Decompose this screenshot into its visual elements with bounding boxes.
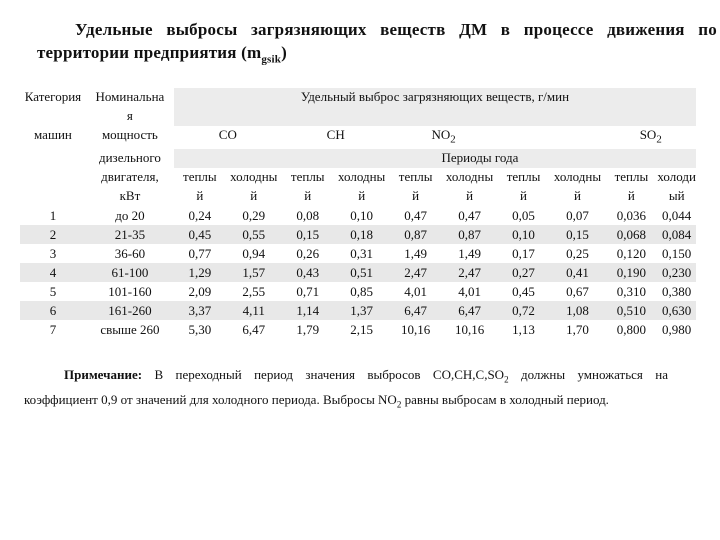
header-power-5: двигателя, [101,168,159,184]
row-power: 21-35 [86,225,174,244]
row-category: 3 [49,245,57,261]
row-value: 0,190 [605,263,657,282]
row-value: 0,120 [616,245,647,261]
row-value: 0,310 [616,283,647,299]
header-power-2: я [126,108,133,123]
row-value: 0,94 [242,245,266,261]
row-value: 5,30 [188,321,212,337]
header-row-2 [20,107,696,126]
row-value: 0,26 [296,245,320,261]
period-label: теплы [183,168,217,184]
row-value: 1,37 [334,301,390,320]
row-value: 0,15 [549,225,605,244]
footnote-text-2: коэффициент 0,9 от значений для холодного периода. Выбросы NO [24,391,397,407]
header-row-4 [20,149,696,168]
header-row-1 [20,88,696,107]
footnote [24,365,668,414]
row-value: 0,17 [512,245,535,261]
row-power: 36-60 [114,245,146,261]
row-category: 2 [20,225,86,244]
footnote-sub-2: 2 [396,399,402,410]
row-value: 0,67 [566,283,589,299]
period-label: теплы [290,168,325,184]
footnote-line-1 [24,365,668,390]
period-label-end: й [196,187,204,203]
pollutant-ch: CH [326,127,345,142]
table-row [20,206,696,225]
row-value: 0,630 [657,301,696,320]
row-power: 101-160 [108,283,152,299]
period-label-end: й [358,187,366,203]
row-category: 7 [49,321,57,337]
title-line-2 [37,41,717,71]
table-row [20,301,696,320]
row-category: 1 [49,207,57,223]
row-value: 1,49 [404,245,427,261]
document-title [37,18,717,71]
row-value: 0,43 [282,263,334,282]
row-value: 0,47 [404,207,427,223]
title-line-1: Удельные выбросы загрязняющих веществ ДМ в процессе движения по [75,20,717,39]
row-value: 2,15 [350,321,374,337]
period-label: теплы [398,168,433,184]
row-value: 1,29 [174,263,226,282]
pollutant-so2 [605,126,696,149]
row-value: 2,55 [242,283,266,299]
row-value: 1,08 [549,301,605,320]
period-label-end: й [573,187,581,203]
row-value: 1,79 [296,321,320,337]
row-value: 0,31 [350,245,374,261]
row-value: 2,09 [188,283,212,299]
row-value: 0,05 [512,207,535,223]
table-row [20,282,696,301]
header-power-4: дизельного [98,149,161,165]
row-value: 1,14 [282,301,334,320]
footnote-label: Примечание: [64,367,143,382]
period-label: теплы [506,168,541,184]
row-value: 0,41 [549,263,605,282]
row-value: 0,85 [350,283,374,299]
footnote-text-1: В переходный период значения выбросов CO,CH,C,SO [154,367,505,382]
row-value: 0,45 [174,225,226,244]
header-row-5 [20,168,696,187]
table-body [20,206,696,339]
row-power: 161-260 [86,301,174,320]
table-row [20,244,696,263]
row-value: 0,18 [334,225,390,244]
row-value: 4,01 [404,283,427,299]
row-value: 0,71 [296,283,320,299]
row-value: 0,24 [188,207,212,223]
row-value: 3,37 [174,301,226,320]
row-value: 1,49 [458,245,481,261]
table-row [20,320,696,339]
emissions-table [20,88,696,339]
row-value: 0,08 [296,207,320,223]
row-value: 0,800 [616,321,647,337]
row-value: 0,150 [662,245,692,261]
header-row-6 [20,187,696,206]
row-value: 0,036 [616,207,647,223]
row-value: 6,47 [442,301,498,320]
row-value: 0,55 [226,225,282,244]
period-label: холоди [657,168,696,184]
row-value: 1,13 [512,321,535,337]
row-value: 1,57 [226,263,282,282]
header-periods: Периоды года [174,149,696,168]
row-category: 4 [20,263,86,282]
footnote-line-2 [24,391,609,410]
row-value: 0,27 [498,263,550,282]
table-row [20,263,696,282]
header-category: Категория [24,89,82,104]
period-label: холодны [445,168,494,184]
footnote-text-2-end: равны выбросам в холодный период. [401,391,609,407]
header-emission: Удельный выброс загрязняющих веществ, г/мин [174,88,696,107]
row-value: 0,10 [498,225,550,244]
row-value: 4,01 [458,283,481,299]
pollutant-no2-sub: 2 [450,133,456,146]
row-value: 0,044 [662,207,692,223]
row-value: 4,11 [226,301,282,320]
row-value: 0,29 [242,207,266,223]
header-power-1: Номинальна [95,89,165,104]
period-label-end: й [466,187,474,203]
title-subscript: gsik [261,53,282,66]
row-value: 0,068 [605,225,657,244]
footnote-text-1-end: должны умножаться на [508,367,669,382]
period-label-end: й [627,187,635,203]
pollutant-so2-sub: 2 [656,133,662,146]
row-value: 0,25 [566,245,589,261]
row-value: 0,10 [350,207,374,223]
pollutant-no2 [390,126,498,149]
period-label: холодны [338,168,386,184]
row-value: 0,510 [605,301,657,320]
row-value: 10,16 [454,321,485,337]
row-power: 61-100 [86,263,174,282]
row-value: 0,72 [498,301,550,320]
row-category: 5 [49,283,57,299]
row-power: свыше 260 [100,321,160,337]
row-value: 0,380 [662,283,692,299]
row-value: 0,77 [188,245,212,261]
header-row-3 [20,126,696,149]
period-label-end: ый [668,187,685,203]
row-power: до 20 [115,207,145,223]
row-value: 0,51 [334,263,390,282]
pollutant-so2-text: SO [639,127,657,142]
row-value: 6,47 [242,321,266,337]
row-value: 0,15 [282,225,334,244]
table-row [20,225,696,244]
row-value: 10,16 [400,321,431,337]
period-label: теплы [614,168,649,184]
row-value: 6,47 [390,301,442,320]
pollutant-co: CO [218,127,237,142]
header-power-3: мощность [101,127,158,142]
row-value: 0,45 [512,283,535,299]
header-power-6: кВт [119,187,141,203]
period-label: холодны [230,168,278,184]
footnote-sub-1: 2 [504,374,509,385]
title-line-2-close: ) [281,43,287,62]
period-label-end: й [250,187,258,203]
row-value: 0,084 [657,225,696,244]
row-value: 0,230 [657,263,696,282]
row-value: 0,07 [566,207,589,223]
header-category-2: машин [34,127,72,142]
period-label: холодны [553,168,602,184]
row-value: 2,47 [390,263,442,282]
row-value: 1,70 [566,321,589,337]
period-label-end: й [520,187,527,203]
row-value: 0,980 [662,321,692,337]
row-category: 6 [20,301,86,320]
title-line-2-text: территории предприятия (m [37,43,262,62]
row-value: 0,87 [442,225,498,244]
row-value: 0,47 [458,207,481,223]
row-value: 0,87 [390,225,442,244]
row-value: 2,47 [442,263,498,282]
period-label-end: й [412,187,420,203]
period-label-end: й [304,187,312,203]
pollutant-no2-text: NO [431,127,451,142]
